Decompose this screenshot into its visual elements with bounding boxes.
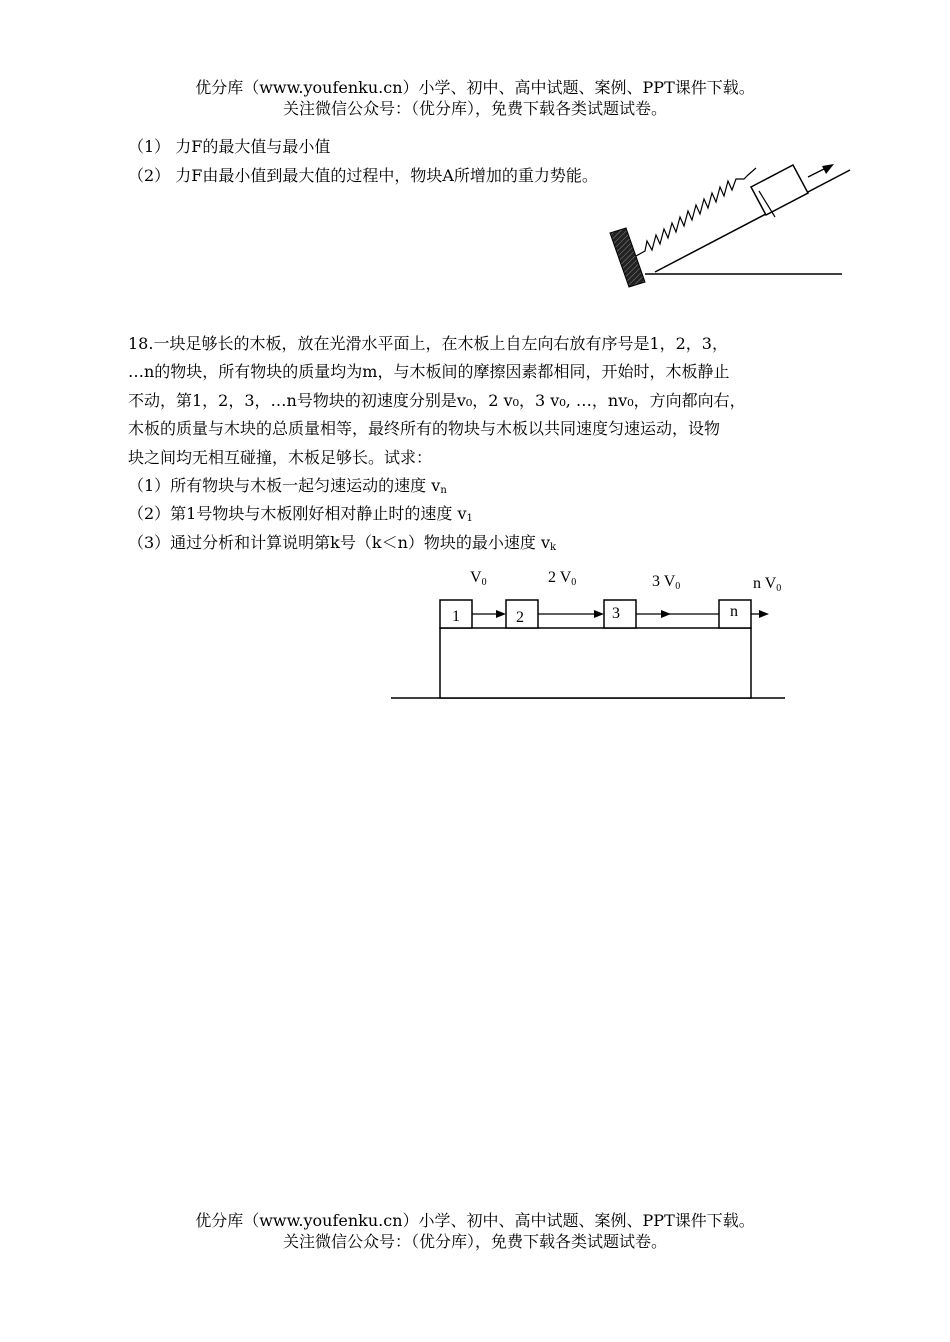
velocity-arrow-2-head — [594, 610, 604, 618]
q18-line-2: …n的物块，所有物块的质量均为m，与木板间的摩擦因素都相同，开始时，木板静止 — [128, 362, 730, 381]
velocity-arrow-n-head — [759, 610, 769, 618]
block-1-label: 1 — [452, 608, 460, 625]
q18-ask-1 — [128, 476, 447, 501]
header-line-2: 关注微信公众号：（优分库），免费下载各类试题试卷。 — [282, 99, 667, 118]
q17-item-1: （1） 力F的最大值与最小值 — [128, 137, 331, 156]
q18-ask-1-sub: n — [440, 485, 447, 496]
q18-line-4: 木板的质量与木块的总质量相等，最终所有的物块与木板以共同速度匀速运动，设物 — [128, 419, 721, 438]
header-line-1: 优分库（www.youfenku.cn）小学、初中、高中试题、案例、PPT课件下载。 — [195, 78, 755, 97]
velocity-arrow-3-head — [661, 610, 671, 618]
velocity-label-1: V0 — [470, 569, 487, 588]
velocity-label-2: 2 V0 — [548, 569, 577, 588]
q18-ask-3-sub: k — [550, 542, 557, 553]
block-n-label: n — [730, 603, 738, 620]
spring — [636, 168, 756, 256]
footer-line-1: 优分库（www.youfenku.cn）小学、初中、高中试题、案例、PPT课件下载。 — [195, 1211, 755, 1230]
q18-line-5: 块之间均无相互碰撞，木板足够长。试求： — [128, 448, 433, 467]
q18-ask-2 — [128, 504, 473, 529]
velocity-label-3: 3 V0 — [652, 573, 681, 592]
block-3-label: 3 — [612, 605, 620, 622]
q18-ask-2-sub: 1 — [466, 513, 473, 524]
force-arrow-head — [822, 164, 834, 174]
q18-ask-1-text: （1）所有物块与木板一起匀速运动的速度 v — [128, 476, 441, 495]
block-a — [751, 165, 808, 215]
velocity-label-n: n V0 — [753, 575, 782, 594]
footer-line-2: 关注微信公众号：（优分库），免费下载各类试题试卷。 — [282, 1232, 667, 1251]
q18-ask-3 — [128, 533, 556, 558]
block-3 — [604, 600, 636, 628]
q18-ask-2-text: （2）第1号物块与木板刚好相对静止时的速度 v — [128, 504, 467, 523]
board-blocks-diagram — [385, 560, 795, 710]
velocity-arrow-1-head — [496, 610, 506, 618]
wall-support — [610, 228, 645, 287]
q18-line-3: 不动，第1，2，3，…n号物块的初速度分别是v₀，2 v₀，3 v₀, …，nv₀，方向都向右， — [128, 391, 746, 410]
block-2-label: 2 — [516, 609, 524, 626]
q18-line-1: 18.一块足够长的木板，放在光滑水平面上，在木板上自左向右放有序号是1，2，3， — [128, 334, 728, 353]
q18-ask-3-text: （3）通过分析和计算说明第k号（k＜n）物块的最小速度 v — [128, 533, 551, 552]
incline-spring-diagram — [600, 155, 860, 295]
incline-surface — [655, 170, 850, 272]
wooden-board — [440, 628, 751, 698]
q17-item-2: （2） 力F由最小值到最大值的过程中，物块A所增加的重力势能。 — [128, 166, 598, 185]
